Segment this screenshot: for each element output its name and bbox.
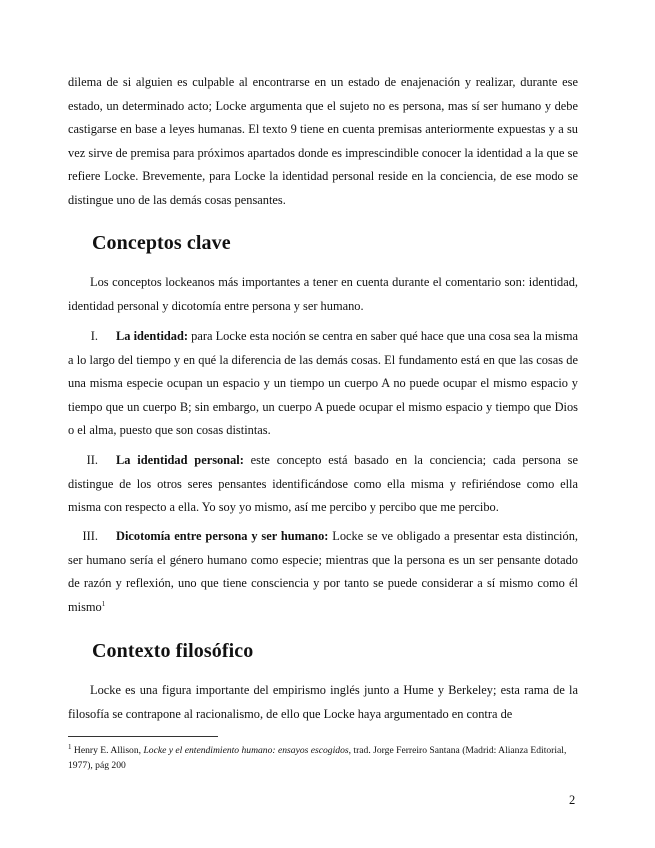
list-item-identidad (68, 325, 578, 443)
list-item-number: II. (86, 453, 98, 467)
list-item-text: Locke se ve obligado a presentar esta distinción, ser humano sería el género humano como especie; mientras que la persona es un ser pensante dotado de razón y reflexión, uno que tiene consciencia y por tanto se puede considerar a sí mismo como él mismo (68, 529, 578, 614)
footnote-mark: 1 (68, 742, 72, 751)
intro-paragraph: dilema de si alguien es culpable al encontrarse en un estado de enajenación y realizar, durante ese estado, un determinado acto; Locke argumenta que el sujeto no es persona, mas sí ser humano y debe castigarse en base a leyes humanas. El texto 9 tiene en cuenta premisas anteriormente expuestas y a su vez sirve de premisa para próximos apartados donde es imprescindible conocer la identidad a la que se refiere Locke. Brevemente, para Locke la identidad personal reside en la conciencia, de ese modo se distingue uno de las demás cosas pensantes. (68, 75, 578, 207)
footnote-book-title: Locke y el entendimiento humano: ensayos escogidos (143, 745, 349, 756)
heading-conceptos-clave: Conceptos clave (92, 232, 231, 254)
list-item-identidad-personal (68, 449, 578, 520)
footnote-details: , trad. Jorge Ferreiro Santana (Madrid: Alianza Editorial, 1977), pág 200 (68, 745, 567, 771)
list-item-term: Dicotomía entre persona y ser humano: (116, 529, 329, 543)
contexto-paragraph: Locke es una figura importante del empirismo inglés junto a Hume y Berkeley; esta rama de la filosofía se contrapone al racionalismo, de ello que Locke haya argumentado en contra de (68, 683, 578, 721)
page-number: 2 (569, 793, 576, 807)
footnote-author: Henry E. Allison, (71, 745, 144, 756)
list-item-number: I. (90, 329, 98, 343)
footnote-separator (68, 736, 218, 737)
list-item-term: La identidad: (116, 329, 188, 343)
list-item-text: este concepto está basado en la conciencia; cada persona se distingue de los otros seres pensantes identificándose como ella misma y refiriéndose como ella misma con respecto a ella. Yo soy yo mismo, así me percibo y percibo que me percibo. (68, 453, 578, 515)
footnote (68, 743, 578, 773)
conceptos-intro-paragraph: Los conceptos lockeanos más importantes a tener en cuenta durante el comentario son: identidad, identidad personal y dicotomía entre persona y ser humano. (68, 275, 578, 313)
list-item-number: III. (82, 529, 98, 543)
list-item-term: La identidad personal: (116, 453, 244, 467)
heading-contexto-filosofico: Contexto filosófico (92, 640, 254, 662)
list-item-dicotomia (68, 525, 578, 619)
footnote-reference[interactable]: 1 (101, 599, 106, 608)
list-item-text: para Locke esta noción se centra en saber qué hace que una cosa sea la misma a lo largo del tiempo y en qué la diferencia de las demás cosas. El fundamento está en que las cosas de una misma especie ocupan un espacio y un tiempo un cuerpo A no puede ocupar el mismo espacio y tiempo que un cuerpo B; sin embargo, un cuerpo A puede ocupar el mismo espacio y tiempo que Dios o el alma, puesto que son cosas distintas. (68, 329, 578, 438)
